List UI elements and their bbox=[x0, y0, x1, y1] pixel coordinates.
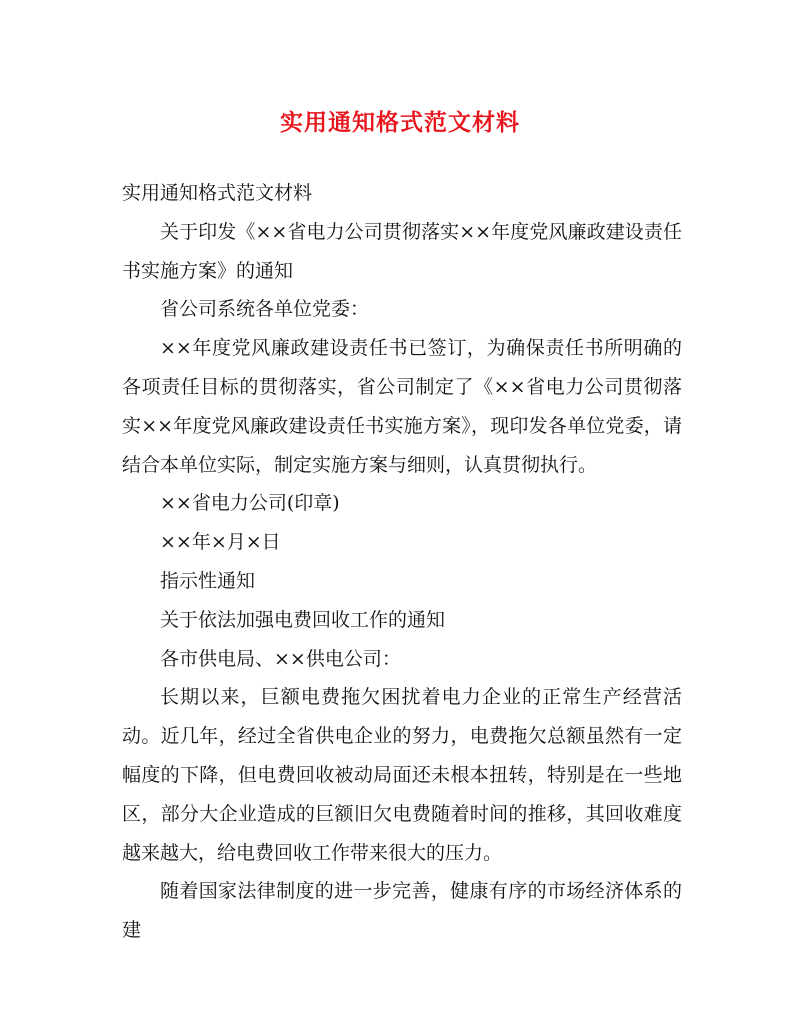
paragraph-issuer: ××省电力公司(印章) bbox=[160, 492, 340, 515]
paragraph-notice2-body: 长期以来，巨额电费拖欠困扰着电力企业的正常生产经营活动。近几年，经过全省供电企业的努力，电费拖欠总额虽然有一定幅度的下降，但电费回收被动局面还未根本扭转，特别是在一些地区，部分大企业造成的巨额旧欠电费随着时间的推移，其回收难度越来越大，给电费回收工作带来很大的压力。 bbox=[122, 686, 682, 864]
paragraph-addressee2: 各市供电局、××供电公司： bbox=[160, 647, 401, 670]
paragraph-subtitle: 实用通知格式范文材料 bbox=[122, 182, 313, 204]
paragraph-date: ××年×月×日 bbox=[160, 531, 281, 554]
paragraph-notice-heading: 关于印发《××省电力公司贯彻落实××年度党风廉政建设责任书实施方案》的通知 bbox=[122, 220, 682, 282]
document-title: 实用通知格式范文材料 bbox=[280, 109, 520, 136]
paragraph-section-heading: 指示性通知 bbox=[160, 569, 256, 592]
document-body bbox=[122, 174, 682, 950]
paragraph-notice-body: ××年度党风廉政建设责任书已签订，为确保责任书所明确的各项责任目标的贯彻落实，省公司制定了《××省电力公司贯彻落实××年度党风廉政建设责任书实施方案》，现印发各单位党委，请结合本单位实际，制定实施方案与细则，认真贯彻执行。 bbox=[122, 337, 682, 476]
paragraph-continuation: 随着国家法律制度的进一步完善，健康有序的市场经济体系的建 bbox=[122, 880, 682, 942]
paragraph-notice2-heading: 关于依法加强电费回收工作的通知 bbox=[160, 608, 446, 631]
paragraph-addressee: 省公司系统各单位党委： bbox=[160, 298, 370, 321]
